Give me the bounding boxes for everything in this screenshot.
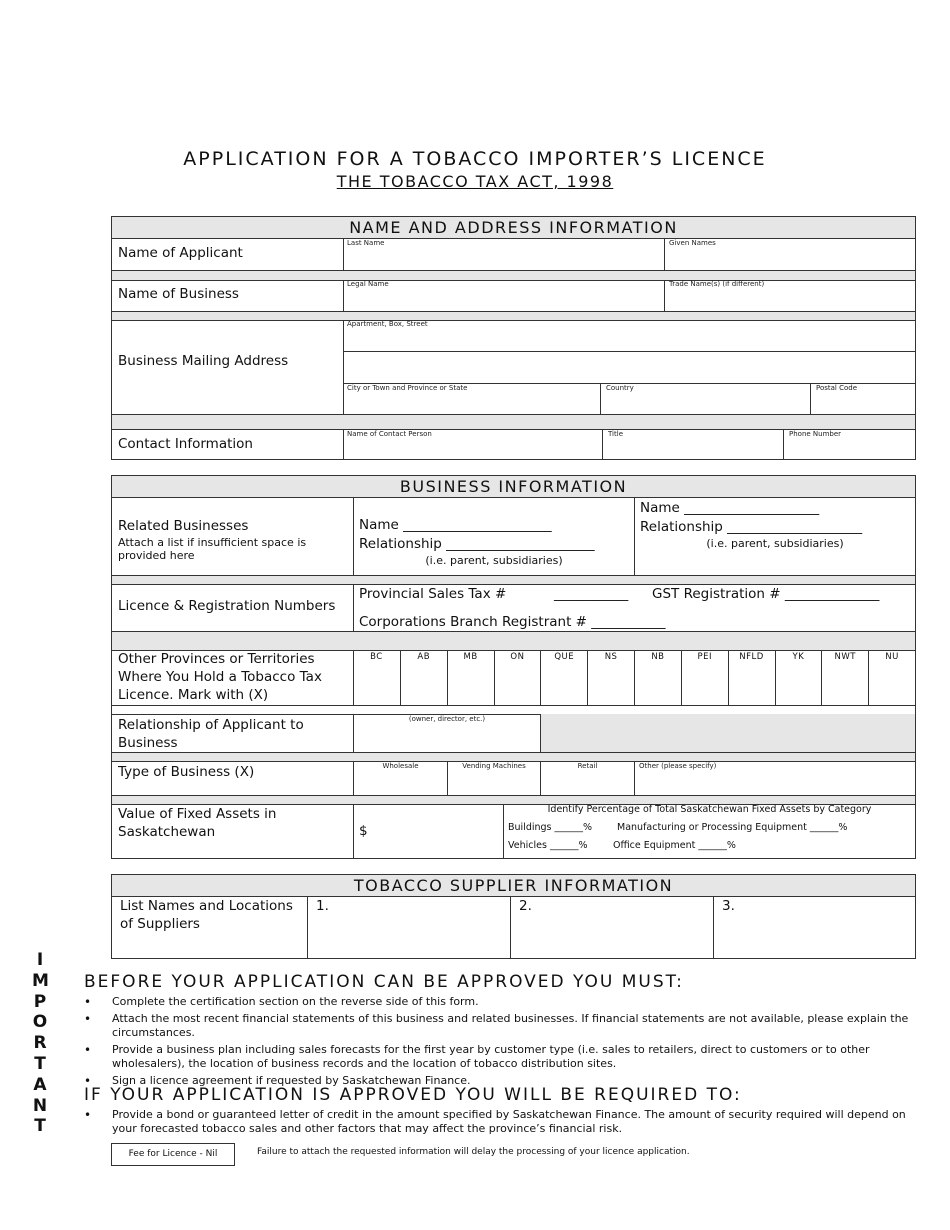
province-label-yk: YK: [792, 652, 805, 662]
after-list: [84, 1108, 914, 1139]
provinces-grid: [353, 650, 915, 705]
applicant-label: Name of Applicant: [118, 245, 243, 261]
list-item: • Sign a licence agreement if requested by Saskatchewan Finance.: [84, 1074, 914, 1088]
supplier-2-number: 2.: [519, 898, 532, 914]
type-vending-checkbox[interactable]: [448, 770, 540, 794]
apartment-label: Apartment, Box, Street: [347, 320, 428, 328]
before-heading: BEFORE YOUR APPLICATION CAN BE APPROVED YOU MUST:: [84, 972, 684, 992]
country-label: Country: [606, 384, 634, 392]
failure-note: Failure to attach the requested information will delay the processing of your licence application.: [257, 1147, 690, 1157]
last-name-label: Last Name: [347, 239, 385, 247]
province-label-on: ON: [510, 652, 525, 662]
type-other-label: Other (please specify): [639, 762, 717, 770]
business-section: [111, 475, 916, 859]
contact-title-label: Title: [608, 430, 624, 438]
given-names-label: Given Names: [669, 239, 716, 247]
important-letter: A: [33, 1074, 47, 1095]
relationship-label: Relationship of Applicant to Business: [118, 717, 304, 751]
licence-numbers-label: Licence & Registration Numbers: [118, 598, 336, 614]
province-label-bc: BC: [370, 652, 383, 662]
province-label-nu: NU: [885, 652, 899, 662]
mailing-address-label: Business Mailing Address: [118, 353, 289, 369]
trade-name-field[interactable]: [665, 288, 914, 310]
list-item: • Attach the most recent financial statements of this business and related businesses. If financial statements are not available, please explain the circumstances.: [84, 1012, 914, 1040]
trade-name-label: Trade Name(s) (if different): [669, 280, 765, 288]
contact-label: Contact Information: [118, 436, 253, 452]
relationship-note: (owner, director, etc.): [408, 715, 486, 723]
related-name-field-2[interactable]: Name ____________________: [640, 500, 820, 516]
related-relationship-field-1[interactable]: Relationship ______________________: [359, 536, 595, 552]
related-relationship-field-2[interactable]: Relationship ____________________: [640, 519, 863, 535]
supplier-3-field[interactable]: [714, 917, 914, 957]
type-vending-label: Vending Machines: [462, 762, 526, 770]
type-wholesale-checkbox[interactable]: [354, 770, 447, 794]
gst-field[interactable]: GST Registration # ______________: [652, 586, 880, 602]
provinces-label: Other Provinces or Territories Where You Hold a Tobacco Tax Licence. Mark with (X): [118, 651, 322, 703]
legal-name-field[interactable]: [344, 288, 664, 310]
province-cell-nfld[interactable]: [728, 650, 775, 705]
supplier-1-field[interactable]: [308, 917, 510, 957]
name-address-heading: NAME AND ADDRESS INFORMATION: [112, 217, 915, 239]
related-businesses-label: Related Businesses: [118, 518, 249, 534]
province-label-ab: AB: [417, 652, 431, 662]
important-letter: M: [32, 970, 49, 991]
before-list: [84, 995, 914, 1091]
province-cell-ab[interactable]: [400, 650, 447, 705]
province-cell-yk[interactable]: [775, 650, 822, 705]
important-vertical-label: [32, 950, 48, 1137]
identify-percentage-note: Identify Percentage of Total Saskatchewan Fixed Assets by Category: [547, 804, 872, 815]
suppliers-label: List Names and Locations of Suppliers: [120, 898, 293, 932]
country-field[interactable]: [601, 392, 810, 413]
supplier-heading: TOBACCO SUPPLIER INFORMATION: [112, 875, 915, 897]
phone-field[interactable]: [784, 438, 914, 458]
province-label-pei: PEI: [697, 652, 712, 662]
province-cell-ns[interactable]: [587, 650, 634, 705]
fixed-assets-value-field[interactable]: [370, 816, 500, 846]
phone-label: Phone Number: [789, 430, 842, 438]
pst-label: Provincial Sales Tax #: [359, 586, 507, 602]
contact-title-field[interactable]: [603, 438, 783, 458]
list-item: • Complete the certification section on the reverse side of this form.: [84, 995, 914, 1009]
type-wholesale-label: Wholesale: [382, 762, 419, 770]
related-paren-note-1: (i.e. parent, subsidiaries): [425, 554, 563, 567]
fee-box: [111, 1143, 235, 1166]
important-letter: N: [32, 1095, 48, 1116]
business-heading: BUSINESS INFORMATION: [112, 476, 915, 498]
related-businesses-note: Attach a list if insufficient space is provided here: [118, 536, 307, 562]
important-letter: T: [34, 1053, 46, 1074]
province-cell-nwt[interactable]: [821, 650, 868, 705]
relationship-field[interactable]: [354, 724, 540, 751]
city-label: City or Town and Province or State: [347, 384, 468, 392]
province-label-nfld: NFLD: [739, 652, 764, 662]
province-label-ns: NS: [604, 652, 618, 662]
office-equipment-percent-field[interactable]: Office Equipment ______%: [613, 840, 736, 851]
related-name-field-1[interactable]: Name ______________________: [359, 517, 552, 533]
related-paren-note-2: (i.e. parent, subsidiaries): [706, 537, 844, 550]
city-field[interactable]: [344, 392, 600, 413]
type-of-business-label: Type of Business (X): [118, 764, 255, 780]
important-letter: T: [34, 1116, 46, 1137]
type-retail-checkbox[interactable]: [541, 770, 634, 794]
important-letter: P: [33, 991, 47, 1012]
postal-code-field[interactable]: [811, 392, 914, 413]
type-other-field[interactable]: [635, 770, 914, 794]
province-cell-nb[interactable]: [634, 650, 681, 705]
list-item: • Provide a business plan including sales forecasts for the first year by customer type (i.e. sales to retailers, direct to customers or to other wholesalers), the location of business records and the location of tobacco distribution sites.: [84, 1043, 914, 1071]
supplier-1-number: 1.: [316, 898, 329, 914]
buildings-percent-field[interactable]: Buildings ______%: [508, 822, 593, 833]
supplier-3-number: 3.: [722, 898, 735, 914]
name-address-section: [111, 216, 916, 460]
vehicles-percent-field[interactable]: Vehicles ______%: [508, 840, 588, 851]
after-heading: IF YOUR APPLICATION IS APPROVED YOU WILL BE REQUIRED TO:: [84, 1085, 742, 1105]
fixed-assets-label: Value of Fixed Assets in Saskatchewan: [118, 806, 277, 840]
province-cell-que[interactable]: [540, 650, 587, 705]
province-cell-pei[interactable]: [681, 650, 728, 705]
business-name-label: Name of Business: [118, 286, 239, 302]
list-item: • Provide a bond or guaranteed letter of credit in the amount specified by Saskatchewan Finance. The amount of security required will depend on your forecasted tobacco sales and other factors that may affect the province’s financial risk.: [84, 1108, 914, 1136]
supplier-section: [111, 874, 916, 959]
legal-name-label: Legal Name: [347, 280, 389, 288]
dollar-sign: $: [359, 823, 368, 839]
last-name-field[interactable]: [344, 247, 664, 270]
province-cell-nu[interactable]: [868, 650, 915, 705]
manufacturing-percent-field[interactable]: Manufacturing or Processing Equipment ______%: [617, 822, 848, 833]
given-names-field[interactable]: [665, 247, 914, 270]
supplier-2-field[interactable]: [511, 917, 713, 957]
type-retail-label: Retail: [577, 762, 598, 770]
important-letter: R: [33, 1033, 47, 1054]
address-line-2-field[interactable]: [344, 352, 914, 382]
contact-person-field[interactable]: [344, 438, 602, 458]
contact-person-label: Name of Contact Person: [347, 430, 432, 438]
apartment-field[interactable]: [344, 328, 914, 351]
form-subtitle: THE TOBACCO TAX ACT, 1998: [336, 172, 614, 191]
corporations-branch-field[interactable]: Corporations Branch Registrant # ___________: [359, 614, 666, 630]
province-label-mb: MB: [463, 652, 478, 662]
province-cell-on[interactable]: [494, 650, 541, 705]
province-label-que: QUE: [554, 652, 575, 662]
postal-code-label: Postal Code: [816, 384, 858, 392]
pst-field[interactable]: ___________: [554, 586, 629, 602]
important-letter: I: [36, 950, 44, 970]
fee-text: Fee for Licence - Nil: [128, 1149, 218, 1159]
form-title: APPLICATION FOR A TOBACCO IMPORTER’S LICENCE: [183, 148, 767, 170]
province-cell-bc[interactable]: [353, 650, 400, 705]
province-label-nwt: NWT: [834, 652, 856, 662]
province-label-nb: NB: [651, 652, 665, 662]
important-letter: O: [32, 1012, 48, 1033]
province-cell-mb[interactable]: [447, 650, 494, 705]
